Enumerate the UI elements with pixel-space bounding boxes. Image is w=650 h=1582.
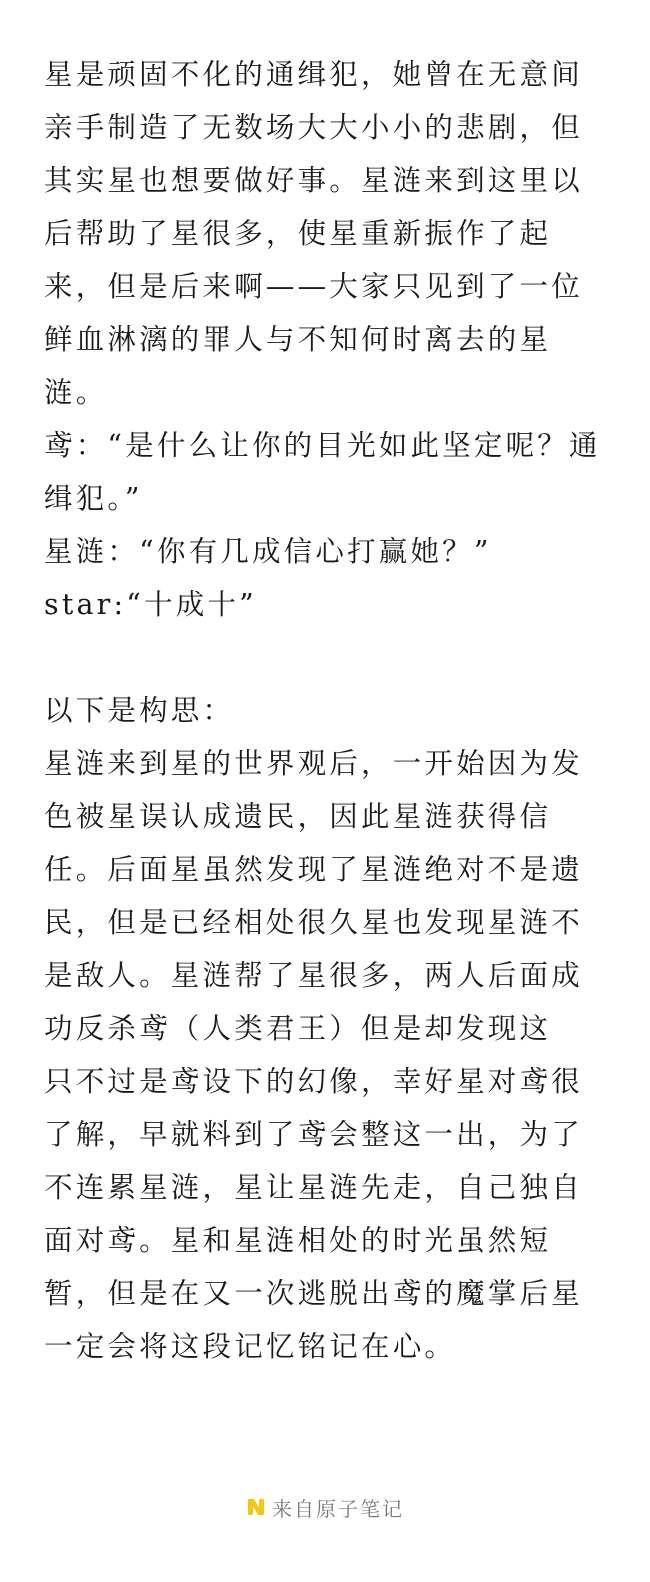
text-line: 面对鸢。星和星涟相处的时光虽然短 <box>44 1224 552 1257</box>
text-line: 亲手制造了无数场大大小小的悲剧，但 <box>44 111 583 144</box>
section-heading: 以下是构思： <box>44 694 235 727</box>
app-watermark <box>0 1490 650 1524</box>
text-line: 来，但是后来啊——大家只见到了一位 <box>44 270 583 303</box>
text-line: 不连累星涟，星让星涟先走，自己独自 <box>44 1171 583 1204</box>
text-line: 后帮助了星很多，使星重新振作了起 <box>44 217 552 250</box>
dialogue-line: 缉犯。” <box>44 482 143 515</box>
note-body <box>44 48 604 1373</box>
text-line: 功反杀鸢（人类君王）但是却发现这 <box>44 1012 552 1045</box>
dialogue-line: 鸢：“是什么让你的目光如此坚定呢？通 <box>44 429 601 462</box>
text-line: 涟。 <box>44 376 108 409</box>
text-line: 只不过是鸢设下的幻像，幸好星对鸢很 <box>44 1065 583 1098</box>
text-line: 星涟来到星的世界观后，一开始因为发 <box>44 747 583 780</box>
text-line: 色被星误认成遗民，因此星涟获得信 <box>44 800 552 833</box>
text-line: 星是顽固不化的通缉犯，她曾在无意间 <box>44 58 583 91</box>
text-line: 暂，但是在又一次逃脱出鸢的魔掌后星 <box>44 1277 583 1310</box>
blank-line <box>44 631 604 684</box>
text-line: 民，但是已经相处很久星也发现星涟不 <box>44 906 583 939</box>
watermark-text: 来自原子笔记 <box>272 1496 404 1521</box>
dialogue-line: 星涟：“你有几成信心打赢她？” <box>44 535 492 568</box>
text-line: 任。后面星虽然发现了星涟绝对不是遗 <box>44 853 583 886</box>
text-line: 鲜血淋漓的罪人与不知何时离去的星 <box>44 323 552 356</box>
dialogue-line: star:“十成十” <box>44 588 257 621</box>
text-line: 其实星也想要做好事。星涟来到这里以 <box>44 164 583 197</box>
note-app-logo-icon <box>246 1497 266 1517</box>
text-line: 一定会将这段记忆铭记在心。 <box>44 1330 457 1363</box>
text-line: 了解，早就料到了鸢会整这一出，为了 <box>44 1118 583 1151</box>
text-line: 是敌人。星涟帮了星很多，两人后面成 <box>44 959 583 992</box>
